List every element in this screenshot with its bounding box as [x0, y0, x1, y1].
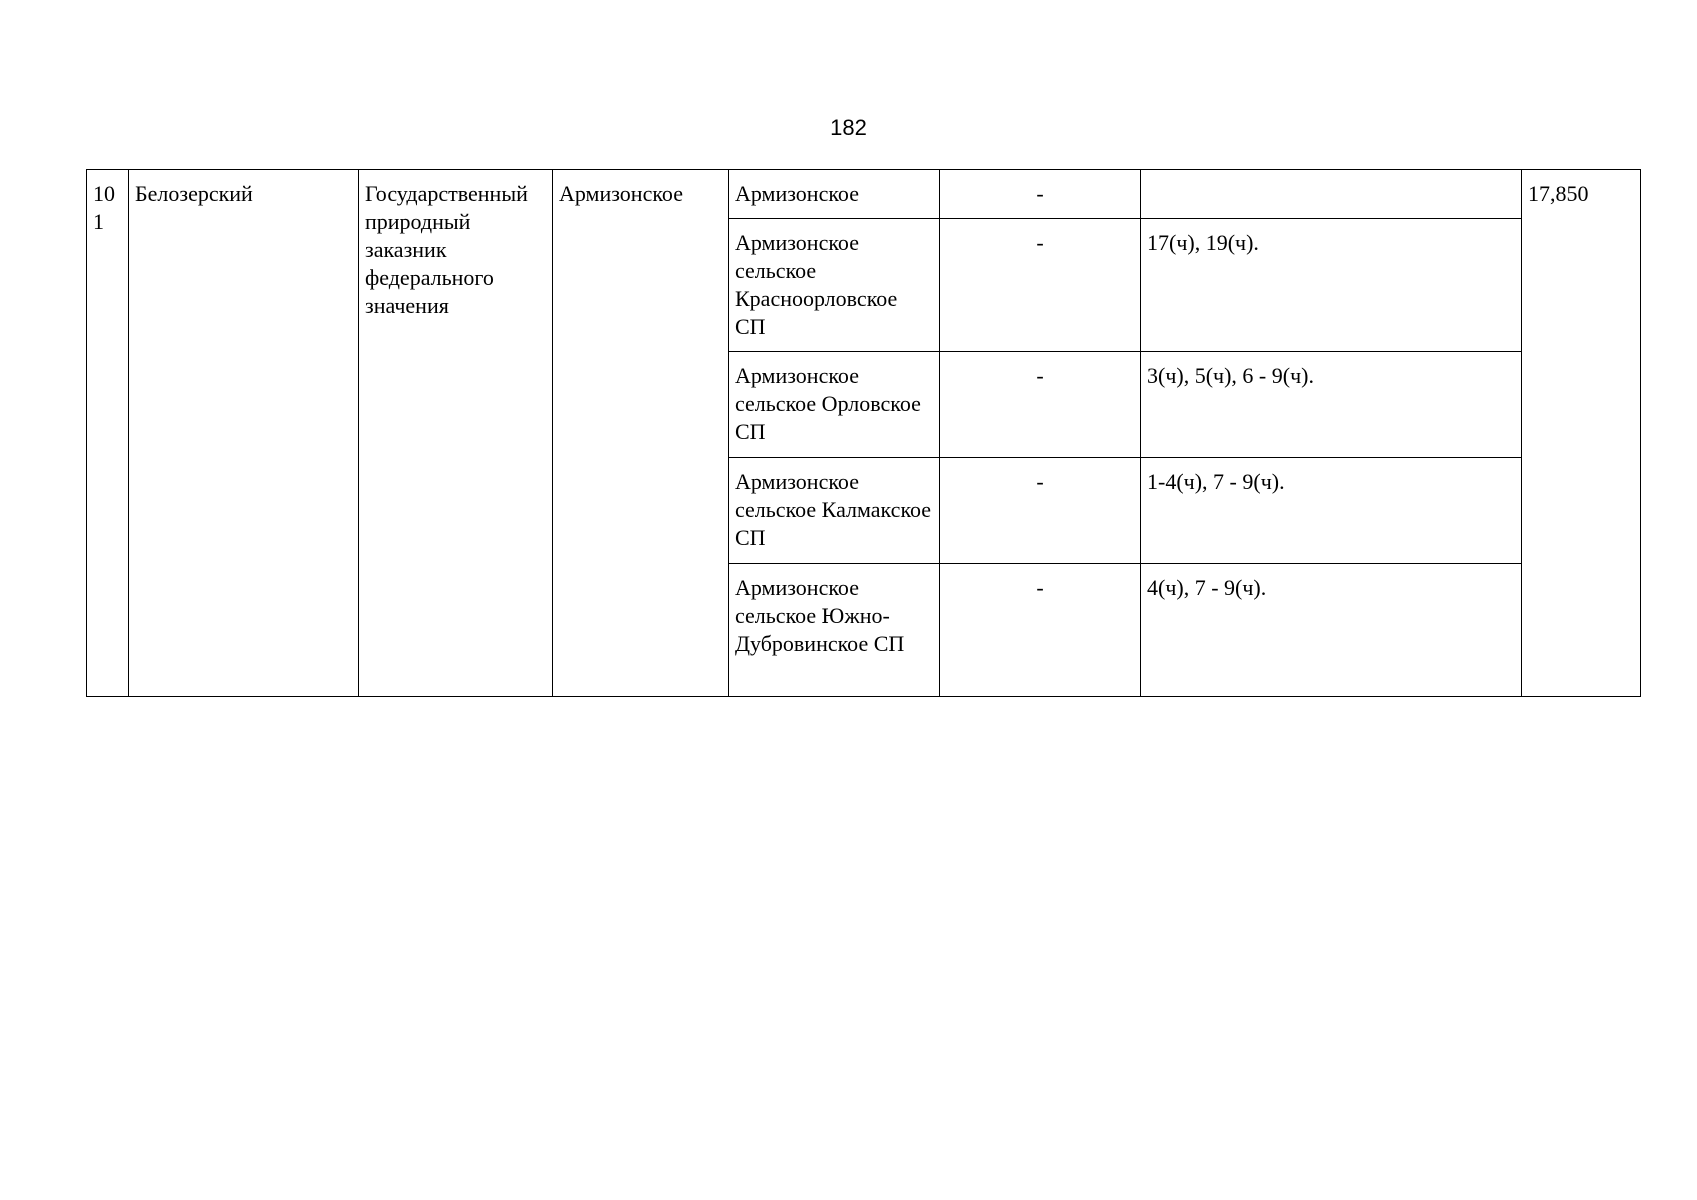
dash-cell: - [940, 564, 1141, 697]
table-row [87, 170, 1641, 219]
dash-cell: - [940, 352, 1141, 458]
location-cell: Армизонское сельское Красноорловское СП [729, 219, 940, 352]
location-cell: Армизонское [729, 170, 940, 219]
plots-cell: 3(ч), 5(ч), 6 - 9(ч). [1141, 352, 1522, 458]
district-cell: Белозерский [129, 170, 359, 697]
plots-cell: 17(ч), 19(ч). [1141, 219, 1522, 352]
area-name-cell: Армизонское [553, 170, 729, 697]
area-value-cell: 17,850 [1522, 170, 1641, 697]
location-cell: Армизонское сельское Южно-Дубровинское СП [729, 564, 940, 697]
data-table [86, 169, 1641, 697]
location-cell: Армизонское сельское Орловское СП [729, 352, 940, 458]
plots-cell [1141, 170, 1522, 219]
dash-cell: - [940, 219, 1141, 352]
plots-cell: 1-4(ч), 7 - 9(ч). [1141, 458, 1522, 564]
location-cell: Армизонское сельское Калмакское СП [729, 458, 940, 564]
plots-cell: 4(ч), 7 - 9(ч). [1141, 564, 1522, 697]
page-number: 182 [830, 115, 867, 140]
dash-cell: - [940, 170, 1141, 219]
row-number-cell: 10 1 [87, 170, 129, 697]
protected-area-type-cell: Государственный природный заказник федерального значения [359, 170, 553, 697]
dash-cell: - [940, 458, 1141, 564]
